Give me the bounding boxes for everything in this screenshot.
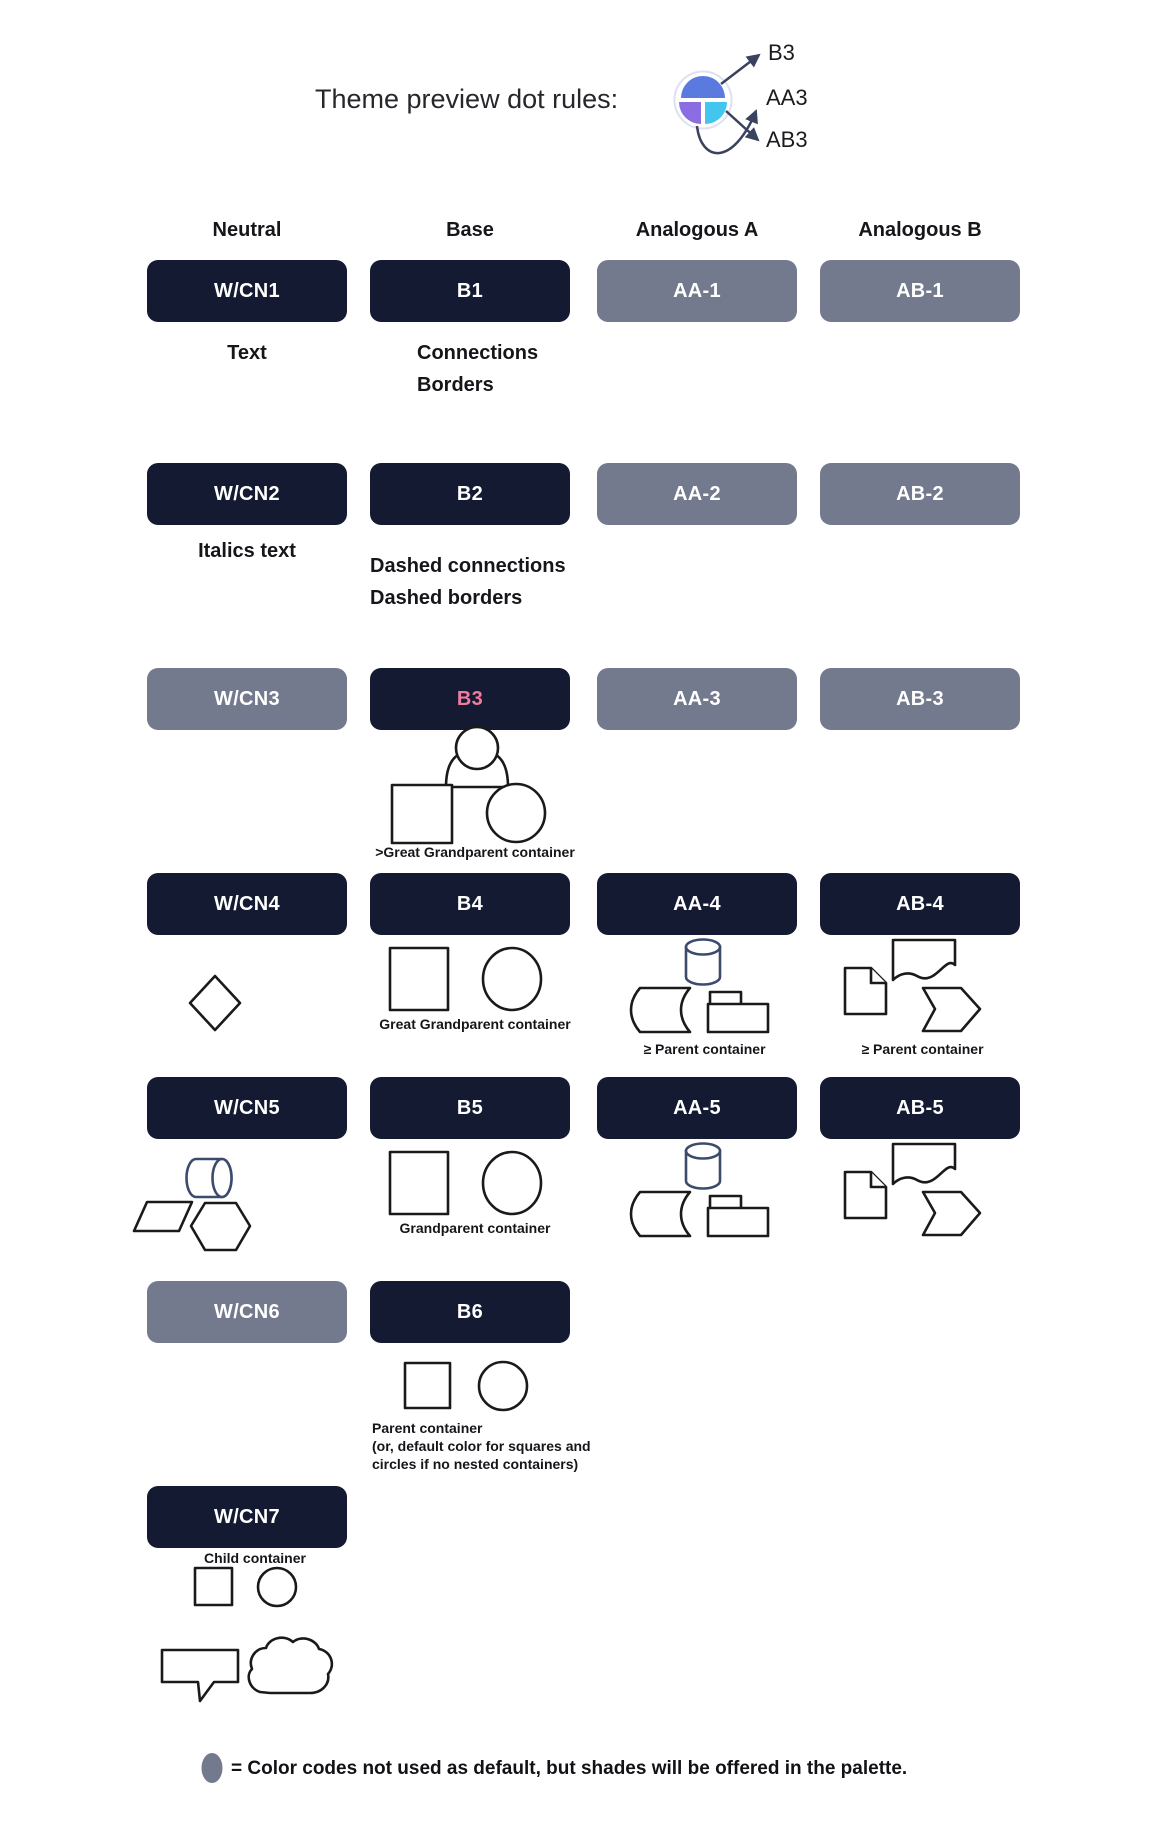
swatch-ab3 (820, 668, 1020, 730)
swatch-label: AA-2 (673, 482, 721, 505)
swatch-b1 (370, 260, 570, 322)
circle-shape (483, 948, 541, 1010)
arrow-to-ab3 (726, 111, 758, 140)
swatch-label: B3 (456, 687, 484, 710)
arrow-to-aa3 (697, 111, 756, 153)
square-shape (390, 1152, 448, 1214)
legend-text: = Color codes not used as default, but shades will be offered in the palette. (231, 1758, 908, 1779)
circle-shape (483, 1152, 541, 1214)
swatch-b6 (370, 1281, 570, 1343)
caption-parent-aa4: ≥ Parent container (643, 1041, 766, 1057)
swatch-label: W/CN7 (214, 1505, 280, 1528)
swatch-b4 (370, 873, 570, 935)
swatch-b2 (370, 463, 570, 525)
swatch-label: B6 (456, 1300, 484, 1323)
swatch-label: B5 (456, 1096, 484, 1119)
swatch-label: AA-1 (673, 279, 721, 302)
swatch-label: AB-3 (896, 687, 944, 710)
aa4-shape-cluster (631, 940, 768, 1033)
dot-segment-analogous-b (679, 102, 701, 124)
swatch-b5 (370, 1077, 570, 1139)
swatch-label: AA-4 (673, 892, 721, 915)
person-icon (446, 750, 508, 787)
swatch-wcn5 (147, 1077, 347, 1139)
caption-great-grandparent-b3: >Great Grandparent container (375, 844, 575, 860)
caption-parent-note-line2: (or, default color for squares and (372, 1438, 591, 1454)
caption-parent-note-line3: circles if no nested containers) (372, 1456, 579, 1472)
swatch-aa5 (597, 1077, 797, 1139)
ab4-shape-cluster (845, 940, 980, 1031)
theme-preview-dot-icon (675, 72, 732, 129)
swatch-ab2 (820, 463, 1020, 525)
dot-ring (675, 72, 732, 129)
square-shape (390, 948, 448, 1010)
swatch-wcn1 (147, 260, 347, 322)
aa5-shape-cluster (631, 1144, 768, 1237)
horizontal-cylinder-shape (187, 1159, 232, 1197)
dot-rule-label-ab3: AB3 (766, 127, 808, 152)
swatch-label: B2 (456, 482, 484, 505)
square-shape (195, 1568, 232, 1605)
person-body (446, 750, 508, 787)
column-header-neutral: Neutral (212, 219, 282, 241)
swatch-label: AA-5 (673, 1096, 721, 1119)
swatch-wcn6 (147, 1281, 347, 1343)
dot-rule-label-b3: B3 (768, 40, 795, 65)
caption-italics-text: Italics text (198, 540, 296, 562)
page-title: Theme preview dot rules: (315, 84, 619, 114)
swatch-wcn3 (147, 668, 347, 730)
dot-rule-label-aa3: AA3 (766, 85, 808, 110)
swatch-aa3 (597, 668, 797, 730)
circle-shape (479, 1362, 527, 1410)
square-shape (392, 785, 452, 843)
swatch-wcn4 (147, 873, 347, 935)
caption-grandparent-b5: Grandparent container (399, 1220, 551, 1236)
caption-dashed-borders: Dashed borders (370, 587, 523, 609)
swatch-label: AB-2 (896, 482, 944, 505)
swatch-b3 (370, 668, 570, 730)
circle-shape (258, 1568, 296, 1606)
swatch-label: AA-3 (673, 687, 721, 710)
caption-child-container: Child container (204, 1550, 306, 1566)
caption-dashed-connections: Dashed connections (370, 555, 566, 577)
speech-bubble-shape (162, 1650, 238, 1701)
swatch-label: AB-4 (896, 892, 944, 915)
swatch-aa1 (597, 260, 797, 322)
swatch-wcn2 (147, 463, 347, 525)
swatch-label: B4 (456, 892, 484, 915)
swatch-ab4 (820, 873, 1020, 935)
swatch-aa2 (597, 463, 797, 525)
column-header-analogous-b: Analogous B (858, 219, 982, 241)
swatch-label: B1 (456, 279, 484, 302)
caption-borders: Borders (417, 374, 494, 396)
parallelogram-shape (134, 1202, 192, 1231)
person-head (456, 727, 498, 769)
swatch-ab1 (820, 260, 1020, 322)
swatch-label: W/CN5 (214, 1096, 280, 1119)
legend-dot-icon (202, 1753, 223, 1783)
swatch-label: AB-5 (896, 1096, 944, 1119)
swatch-label: W/CN4 (214, 892, 280, 915)
caption-text: Text (227, 342, 267, 364)
caption-connections: Connections (417, 342, 539, 364)
swatch-ab5 (820, 1077, 1020, 1139)
diamond-shape (190, 976, 240, 1030)
column-header-base: Base (446, 219, 494, 241)
swatch-wcn7 (147, 1486, 347, 1548)
caption-parent-ab4: ≥ Parent container (861, 1041, 984, 1057)
column-header-analogous-a: Analogous A (635, 219, 759, 241)
ab5-shape-cluster (845, 1144, 980, 1235)
arrow-to-b3 (721, 55, 759, 84)
caption-great-grandparent-b4: Great Grandparent container (379, 1016, 571, 1032)
swatch-aa4 (597, 873, 797, 935)
caption-parent-container: Parent container (372, 1420, 483, 1436)
dot-segment-base (681, 76, 725, 98)
circle-shape (487, 784, 545, 842)
square-shape (405, 1363, 450, 1408)
swatch-label: AB-1 (896, 279, 944, 302)
swatch-label: W/CN1 (214, 279, 280, 302)
swatch-label: W/CN3 (214, 687, 280, 710)
swatch-label: W/CN2 (214, 482, 280, 505)
dot-segment-analogous-a (705, 102, 727, 124)
swatch-label: W/CN6 (214, 1300, 280, 1323)
cloud-shape (249, 1638, 332, 1693)
hexagon-shape (191, 1203, 250, 1250)
